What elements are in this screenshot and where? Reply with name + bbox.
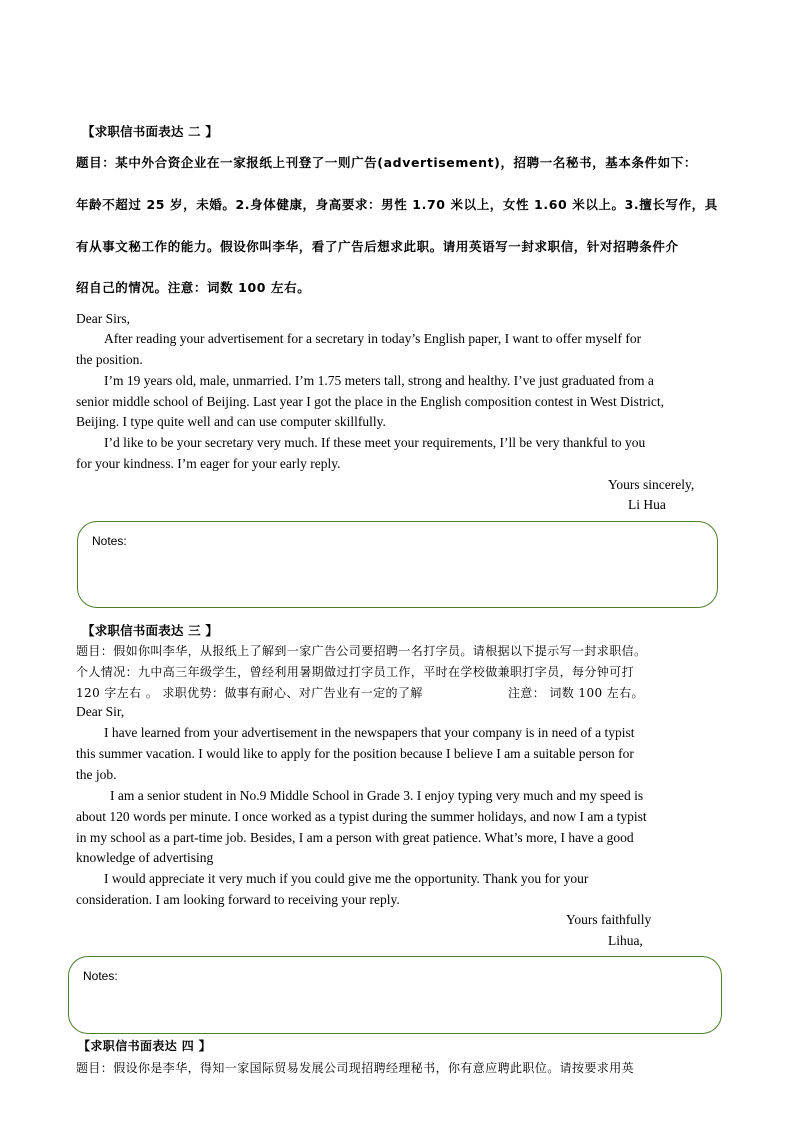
- section2-header: 【求职信书面表达 二 】: [82, 124, 219, 139]
- section2-letter-line: I’m 19 years old, male, unmarried. I’m 1.75 meters tall, strong and healthy. I’ve just graduated from a: [104, 373, 654, 388]
- section3-prompt-line-3: 120 字左右 。 求职优势：做事有耐心、对广告业有一定的了解: [76, 686, 423, 700]
- section2-notes-box[interactable]: [77, 521, 718, 608]
- section3-letter-line: I have learned from your advertisement in the newspapers that your company is in need of a typist: [104, 725, 635, 740]
- section2-prompt-line-4: 绍自己的情况。注意：词数 100 左右。: [76, 280, 311, 295]
- section4-header: 【求职信书面表达 四 】: [78, 1039, 212, 1053]
- section2-prompt-line-3: 有从事文秘工作的能力。假设你叫李华，看了广告后想求此职。请用英语写一封求职信，针对招聘条件介: [76, 239, 679, 254]
- section3-letter-line: about 120 words per minute. I once worked as a typist during the summer holidays, and now I am a typist: [76, 809, 647, 824]
- section3-signature: Lihua,: [608, 933, 643, 948]
- section2-letter-line: for your kindness. I’m eager for your early reply.: [76, 456, 341, 471]
- section3-prompt-line-2: 个人情况：九中高三年级学生，曾经利用暑期做过打字员工作，平时在学校做兼职打字员，每分钟可打: [76, 665, 635, 679]
- section3-letter-line: knowledge of advertising: [76, 850, 214, 865]
- section3-letter-line: in my school as a part-time job. Besides, I am a person with great patience. What’s more, I have a good: [76, 830, 634, 845]
- section2-prompt-line-2: 年龄不超过 25 岁，未婚。2.身体健康，身高要求：男性 1.70 米以上，女性 1.60 米以上。3.擅长写作，具: [76, 197, 718, 212]
- section2-prompt-line-1: 题目：某中外合资企业在一家报纸上刊登了一则广告(advertisement)，招聘一名秘书，基本条件如下：: [76, 155, 697, 170]
- section3-letter-line: consideration. I am looking forward to receiving your reply.: [76, 892, 400, 907]
- section3-notes-box[interactable]: [68, 956, 722, 1034]
- section2-closing: Yours sincerely,: [608, 477, 695, 492]
- section2-letter-line: After reading your advertisement for a secretary in today’s English paper, I want to offer myself for: [104, 331, 642, 346]
- section2-greeting: Dear Sirs,: [76, 311, 130, 326]
- section3-closing: Yours faithfully: [566, 912, 652, 927]
- section4-prompt-line-1: 题目：假设你是李华，得知一家国际贸易发展公司现招聘经理秘书，你有意应聘此职位。请按要求用英: [76, 1061, 635, 1075]
- section3-greeting: Dear Sir,: [76, 704, 125, 719]
- section2-letter-line: senior middle school of Beijing. Last year I got the place in the English composition contest in West District,: [76, 394, 665, 409]
- section3-letter-line: the job.: [76, 767, 117, 782]
- section3-header: 【求职信书面表达 三 】: [82, 623, 219, 638]
- section2-letter-line: the position.: [76, 352, 143, 367]
- section3-prompt-line-1: 题目：假如你叫李华，从报纸上了解到一家广告公司要招聘一名打字员。请根据以下提示写一封求职信。: [76, 644, 647, 658]
- section3-letter-line: I am a senior student in No.9 Middle School in Grade 3. I enjoy typing very much and my speed is: [110, 788, 644, 803]
- section3-letter-line: this summer vacation. I would like to apply for the position because I believe I am a suitable person for: [76, 746, 634, 761]
- section3-letter-line: I would appreciate it very much if you could give me the opportunity. Thank you for your: [104, 871, 589, 886]
- section2-signature: Li Hua: [628, 497, 666, 512]
- notes-label: Notes:: [83, 969, 118, 983]
- section3-prompt-note: 注意： 词数 100 左右。: [508, 686, 644, 700]
- section2-letter-line: Beijing. I type quite well and can use computer skillfully.: [76, 414, 386, 429]
- section2-letter-line: I’d like to be your secretary very much. If these meet your requirements, I’ll be very thankful to you: [104, 435, 646, 450]
- notes-label: Notes:: [92, 534, 127, 548]
